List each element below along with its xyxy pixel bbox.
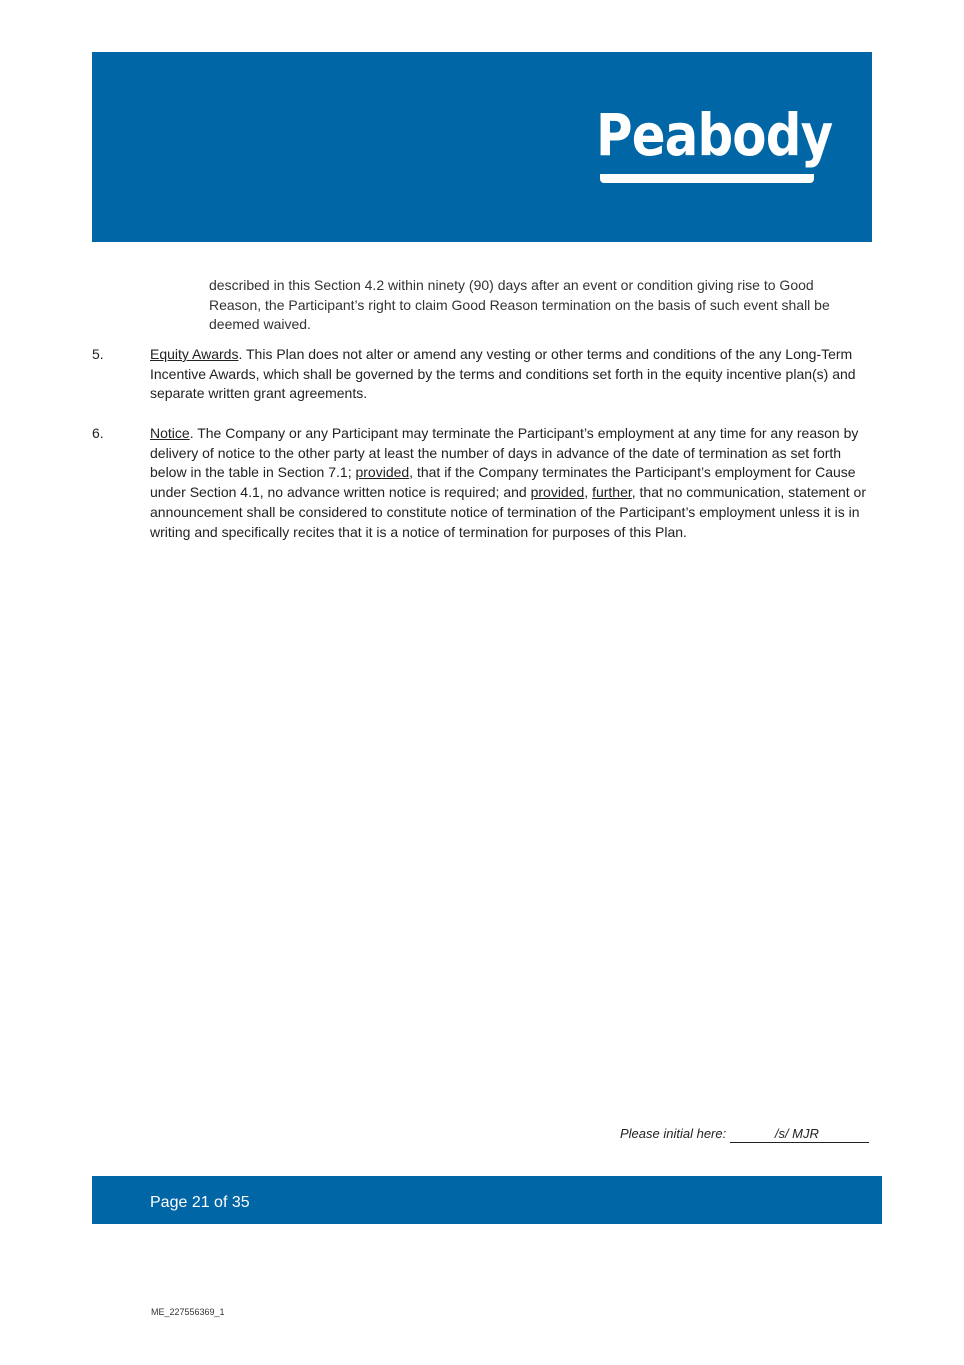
page-number: Page 21 of 35 — [150, 1194, 250, 1211]
initial-value: /s/ MJR — [730, 1126, 869, 1143]
section-number: 5. — [92, 346, 104, 362]
section-heading: Notice — [150, 425, 190, 441]
initial-line — [620, 1126, 872, 1143]
initial-label: Please initial here: — [620, 1126, 730, 1141]
section-body — [150, 345, 872, 404]
provided-term-1: provided — [355, 464, 410, 481]
section-text-b: , that if the Company terminates the Participant’s employment for Cause under Section 4.1, no advance written notice is required; and — [150, 464, 856, 501]
further-term: further — [592, 484, 632, 501]
peabody-logo — [596, 101, 833, 186]
section-4-2-continuation: described in this Section 4.2 within ninety (90) days after an event or condition giving rise to Good Reason, the Participant’s right to claim Good Reason termination on the basis of such event shall be deemed waived. — [209, 277, 830, 333]
section-text-a: . The Company or any Participant may terminate the Participant’s employment at any time for any reason by delivery of notice to the other party at least the number of days in advance of the date of termination as set forth below in the table in Section 7.1; — [150, 425, 859, 481]
logo-text: Peabody — [596, 101, 833, 169]
section-text-c: , that no communication, statement or announcement shall be considered to constitute notice of termination of the Participant’s employment unless it is in writing and specifically recites that it is a notice of termination for purposes of this Plan. — [150, 484, 866, 540]
section-heading: Equity Awards — [150, 346, 239, 362]
section-number: 6. — [92, 425, 104, 441]
provided-term-2: provided — [530, 484, 585, 501]
section-body — [150, 424, 872, 542]
document-id: ME_227556369_1 — [151, 1307, 225, 1317]
comma: , — [584, 484, 589, 501]
logo-underline — [600, 174, 814, 183]
section-text: . This Plan does not alter or amend any vesting or other terms and conditions of the any Long-Term Incentive Awards, which shall be governed by the terms and conditions set forth in the equity incentive plan(s) and separate written grant agreements. — [150, 346, 856, 402]
footer-banner — [92, 1176, 882, 1224]
